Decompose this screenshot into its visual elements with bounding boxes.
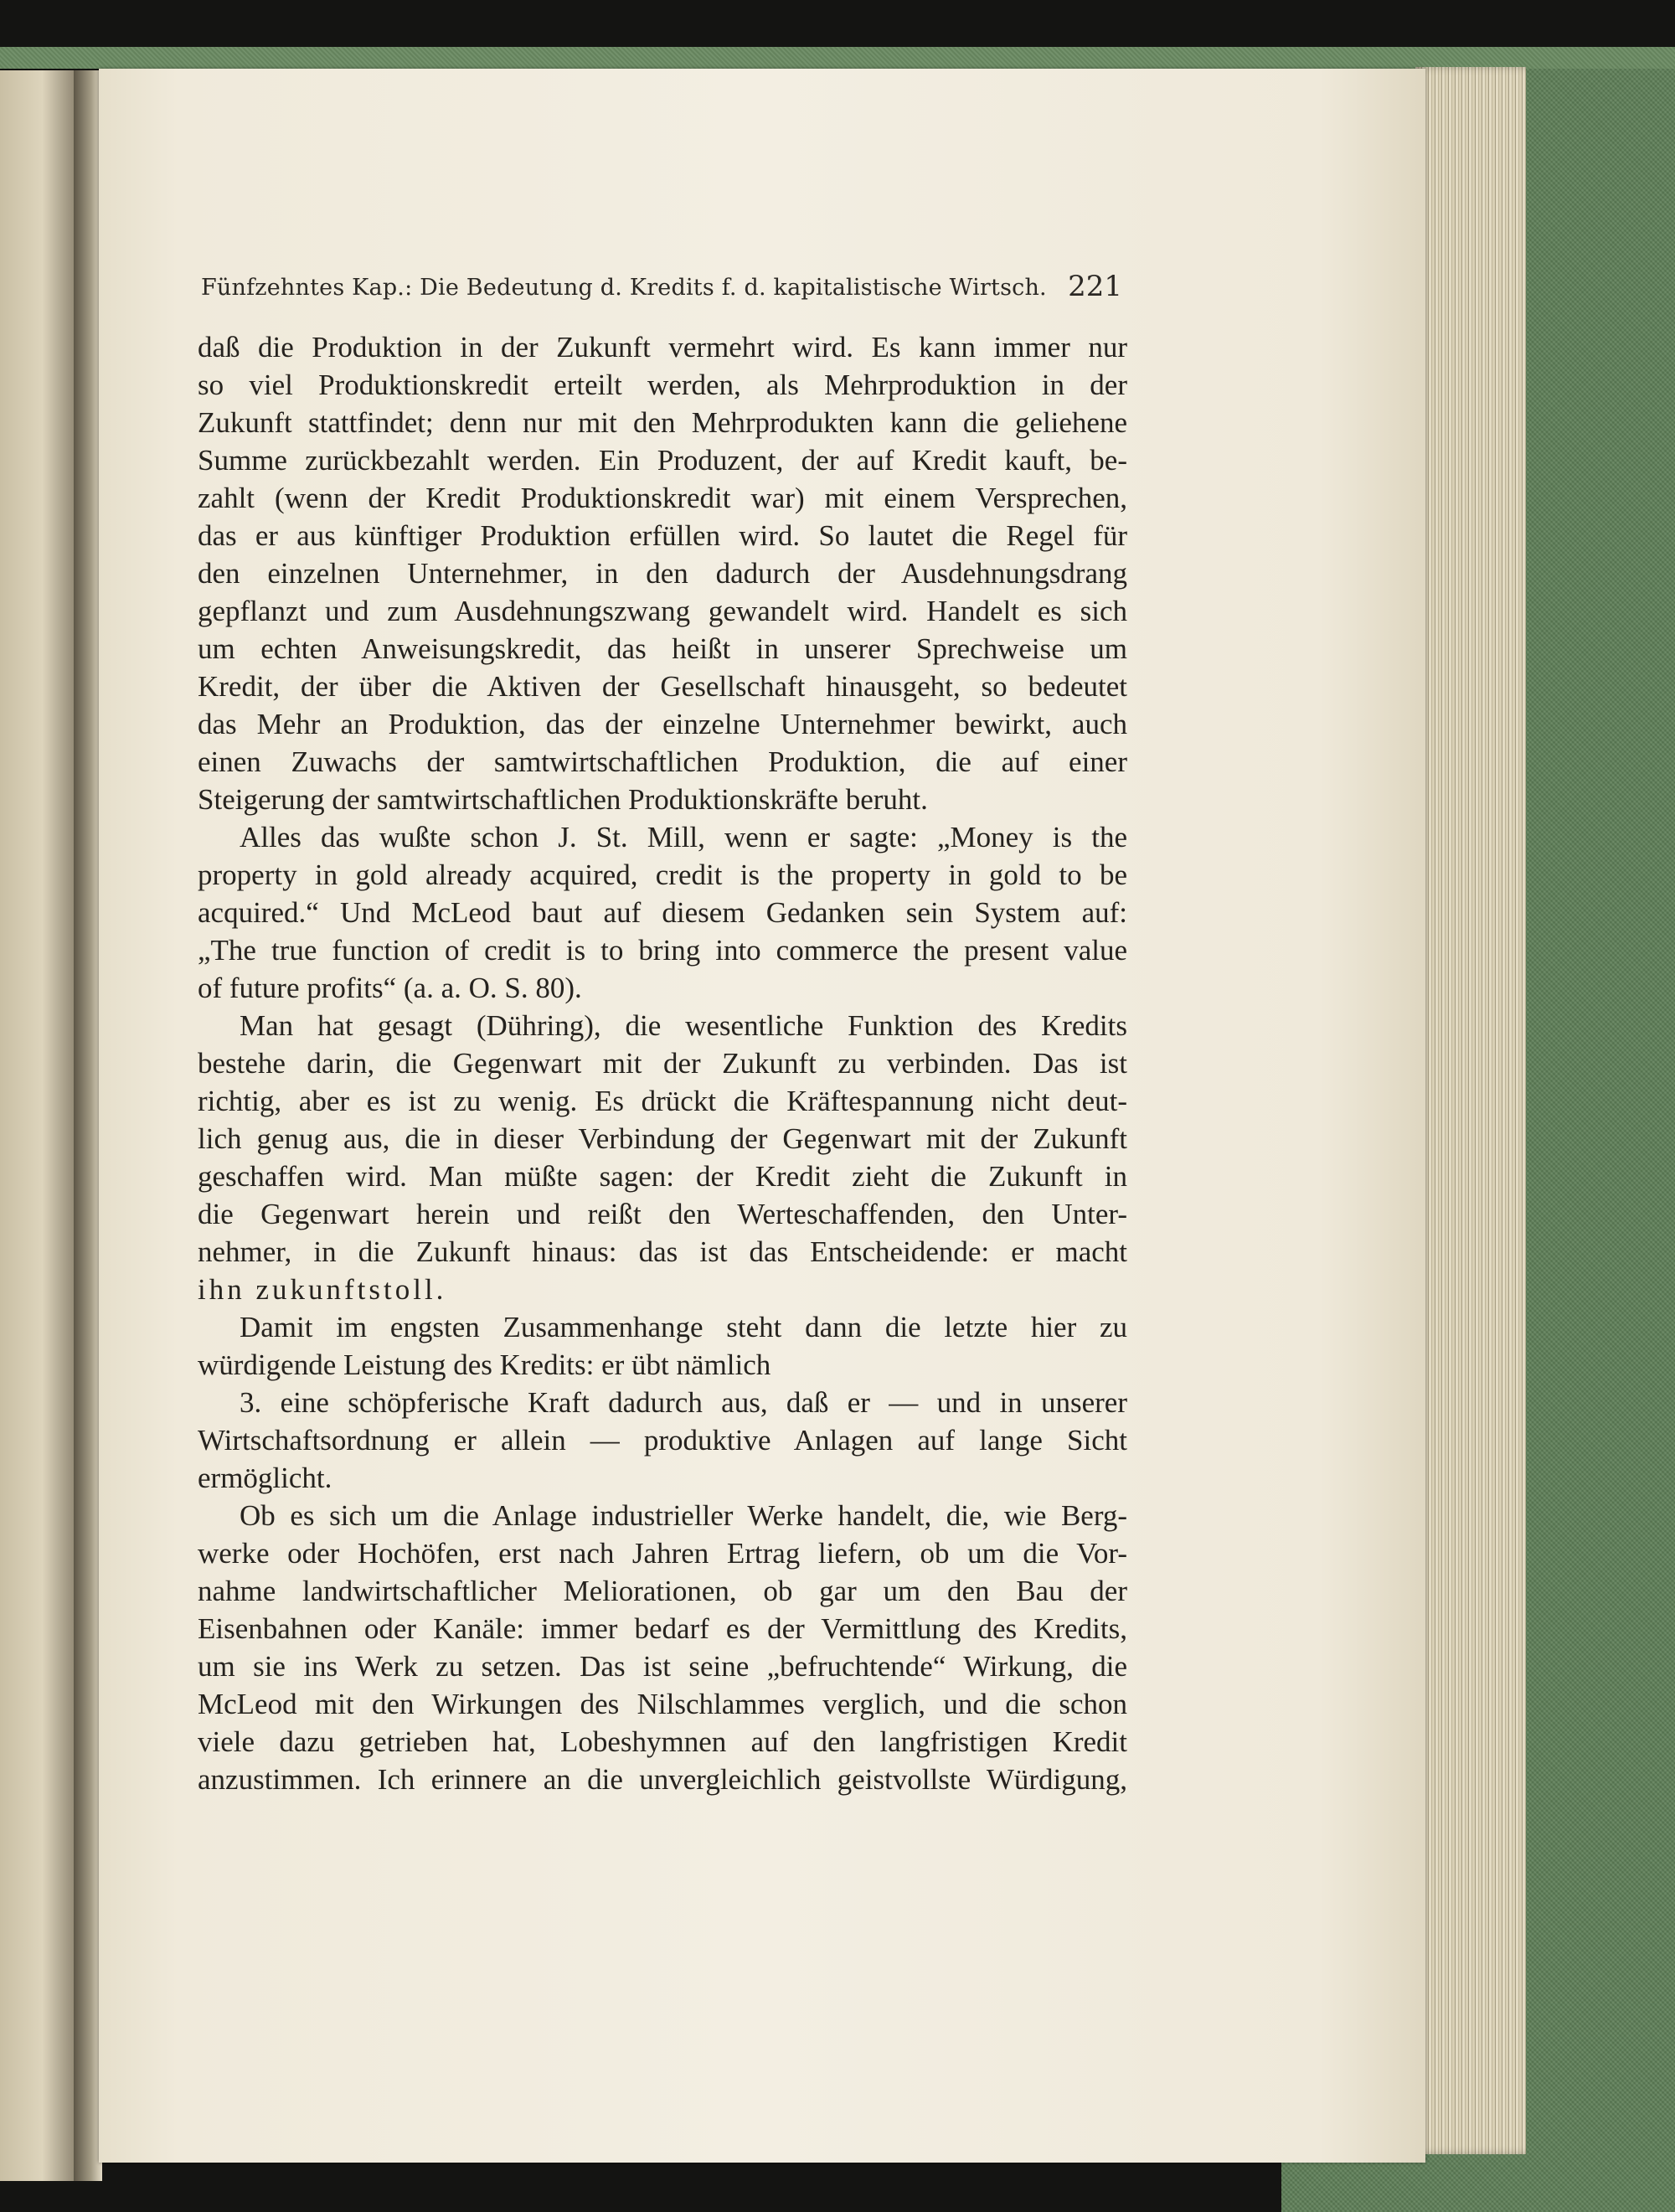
left-page-edge [0,70,77,2181]
book-cover-top-edge [0,47,1675,69]
book-gutter [74,70,102,2181]
text-line: werke oder Hochöfen, erst nach Jahren Ertrag liefern, ob um die Vor- [198,1537,1127,1570]
text-line: of future profits“ (a. a. O. S. 80). [198,972,582,1004]
text-line: das Mehr an Produktion, das der einzelne Unternehmer bewirkt, auch [198,708,1127,740]
text-line: Ob es sich um die Anlage industrieller Werke handelt, die, wie Berg- [240,1499,1127,1532]
text-line: anzustimmen. Ich erinnere an die unvergleichlich geistvollste Würdigung, [198,1763,1127,1796]
text-line: McLeod mit den Wirkungen des Nilschlammes verglich, und die schon [198,1688,1127,1720]
page-number: 221 [1068,270,1122,303]
text-line: Man hat gesagt (Dühring), die wesentliche Funktion des Kredits [240,1009,1127,1042]
text-line: Kredit, der über die Aktiven der Gesellschaft hinausgeht, so bedeutet [198,670,1127,703]
text-line: Damit im engsten Zusammenhange steht dann die letzte hier zu [240,1311,1127,1343]
text-line: acquired.“ Und McLeod baut auf diesem Gedanken sein System auf: [198,896,1127,929]
text-line: property in gold already acquired, credit is the property in gold to be [198,859,1127,891]
body-text [198,328,1127,1798]
text-line: das er aus künftiger Produktion erfüllen wird. So lautet die Regel für [198,519,1127,552]
text-line: geschaffen wird. Man müßte sagen: der Kredit zieht die Zukunft in [198,1160,1127,1193]
running-head-title: Fünfzehntes Kap.: Die Bedeutung d. Kredits f. d. kapitalistische Wirtsch. [201,275,1047,301]
text-line: viele dazu getrieben hat, Lobeshymnen auf den langfristigen Kredit [198,1725,1127,1758]
text-line: nahme landwirtschaftlicher Meliorationen, ob gar um den Bau der [198,1575,1127,1607]
text-line: gepflanzt und zum Ausdehnungszwang gewandelt wird. Handelt es sich [198,595,1127,627]
text-line: „The true function of credit is to bring into commerce the present value [198,934,1127,967]
text-line: die Gegenwart herein und reißt den Werteschaffenden, den Unter- [198,1198,1127,1230]
text-line: so viel Produktionskredit erteilt werden, als Mehrproduktion in der [198,369,1127,401]
text-line: um echten Anweisungskredit, das heißt in unserer Sprechweise um [198,632,1127,665]
text-line: Zukunft stattfindet; denn nur mit den Mehrprodukten kann die geliehene [198,406,1127,439]
text-line: zahlt (wenn der Kredit Produktionskredit war) mit einem Versprechen, [198,482,1127,514]
text-line: Steigerung der samtwirtschaftlichen Produktionskräfte beruht. [198,783,928,816]
text-line: Eisenbahnen oder Kanäle: immer bedarf es der Vermittlung des Kredits, [198,1612,1127,1645]
text-line: bestehe darin, die Gegenwart mit der Zukunft zu verbinden. Das ist [198,1047,1127,1080]
text-line: den einzelnen Unternehmer, in den dadurch der Ausdehnungsdrang [198,557,1127,590]
text-line: nehmer, in die Zukunft hinaus: das ist das Entscheidende: er macht [198,1235,1127,1268]
running-head [201,266,1122,305]
text-line: lich genug aus, die in dieser Verbindung der Gegenwart mit der Zukunft [198,1122,1127,1155]
text-line: Alles das wußte schon J. St. Mill, wenn er sagte: „Money is the [240,821,1127,853]
text-line: Wirtschaftsordnung er allein — produktive Anlagen auf lange Sicht [198,1424,1127,1457]
text-line: würdigende Leistung des Kredits: er übt nämlich [198,1348,771,1381]
text-line: einen Zuwachs der samtwirtschaftlichen Produktion, die auf einer [198,745,1127,778]
text-line: Summe zurückbezahlt werden. Ein Produzent, der auf Kredit kauft, be- [198,444,1127,477]
text-line: 3. eine schöpferische Kraft dadurch aus, daß er — und in unserer [240,1386,1127,1419]
page-block-edges [1415,67,1526,2154]
text-line: ihn zukunftstoll. [198,1273,447,1306]
text-line: ermöglicht. [198,1462,332,1494]
text-line: daß die Produktion in der Zukunft vermehrt wird. Es kann immer nur [198,331,1127,364]
text-line: um sie ins Werk zu setzen. Das ist seine „befruchtende“ Wirkung, die [198,1650,1127,1683]
text-line: richtig, aber es ist zu wenig. Es drückt die Kräftespannung nicht deut- [198,1085,1127,1117]
